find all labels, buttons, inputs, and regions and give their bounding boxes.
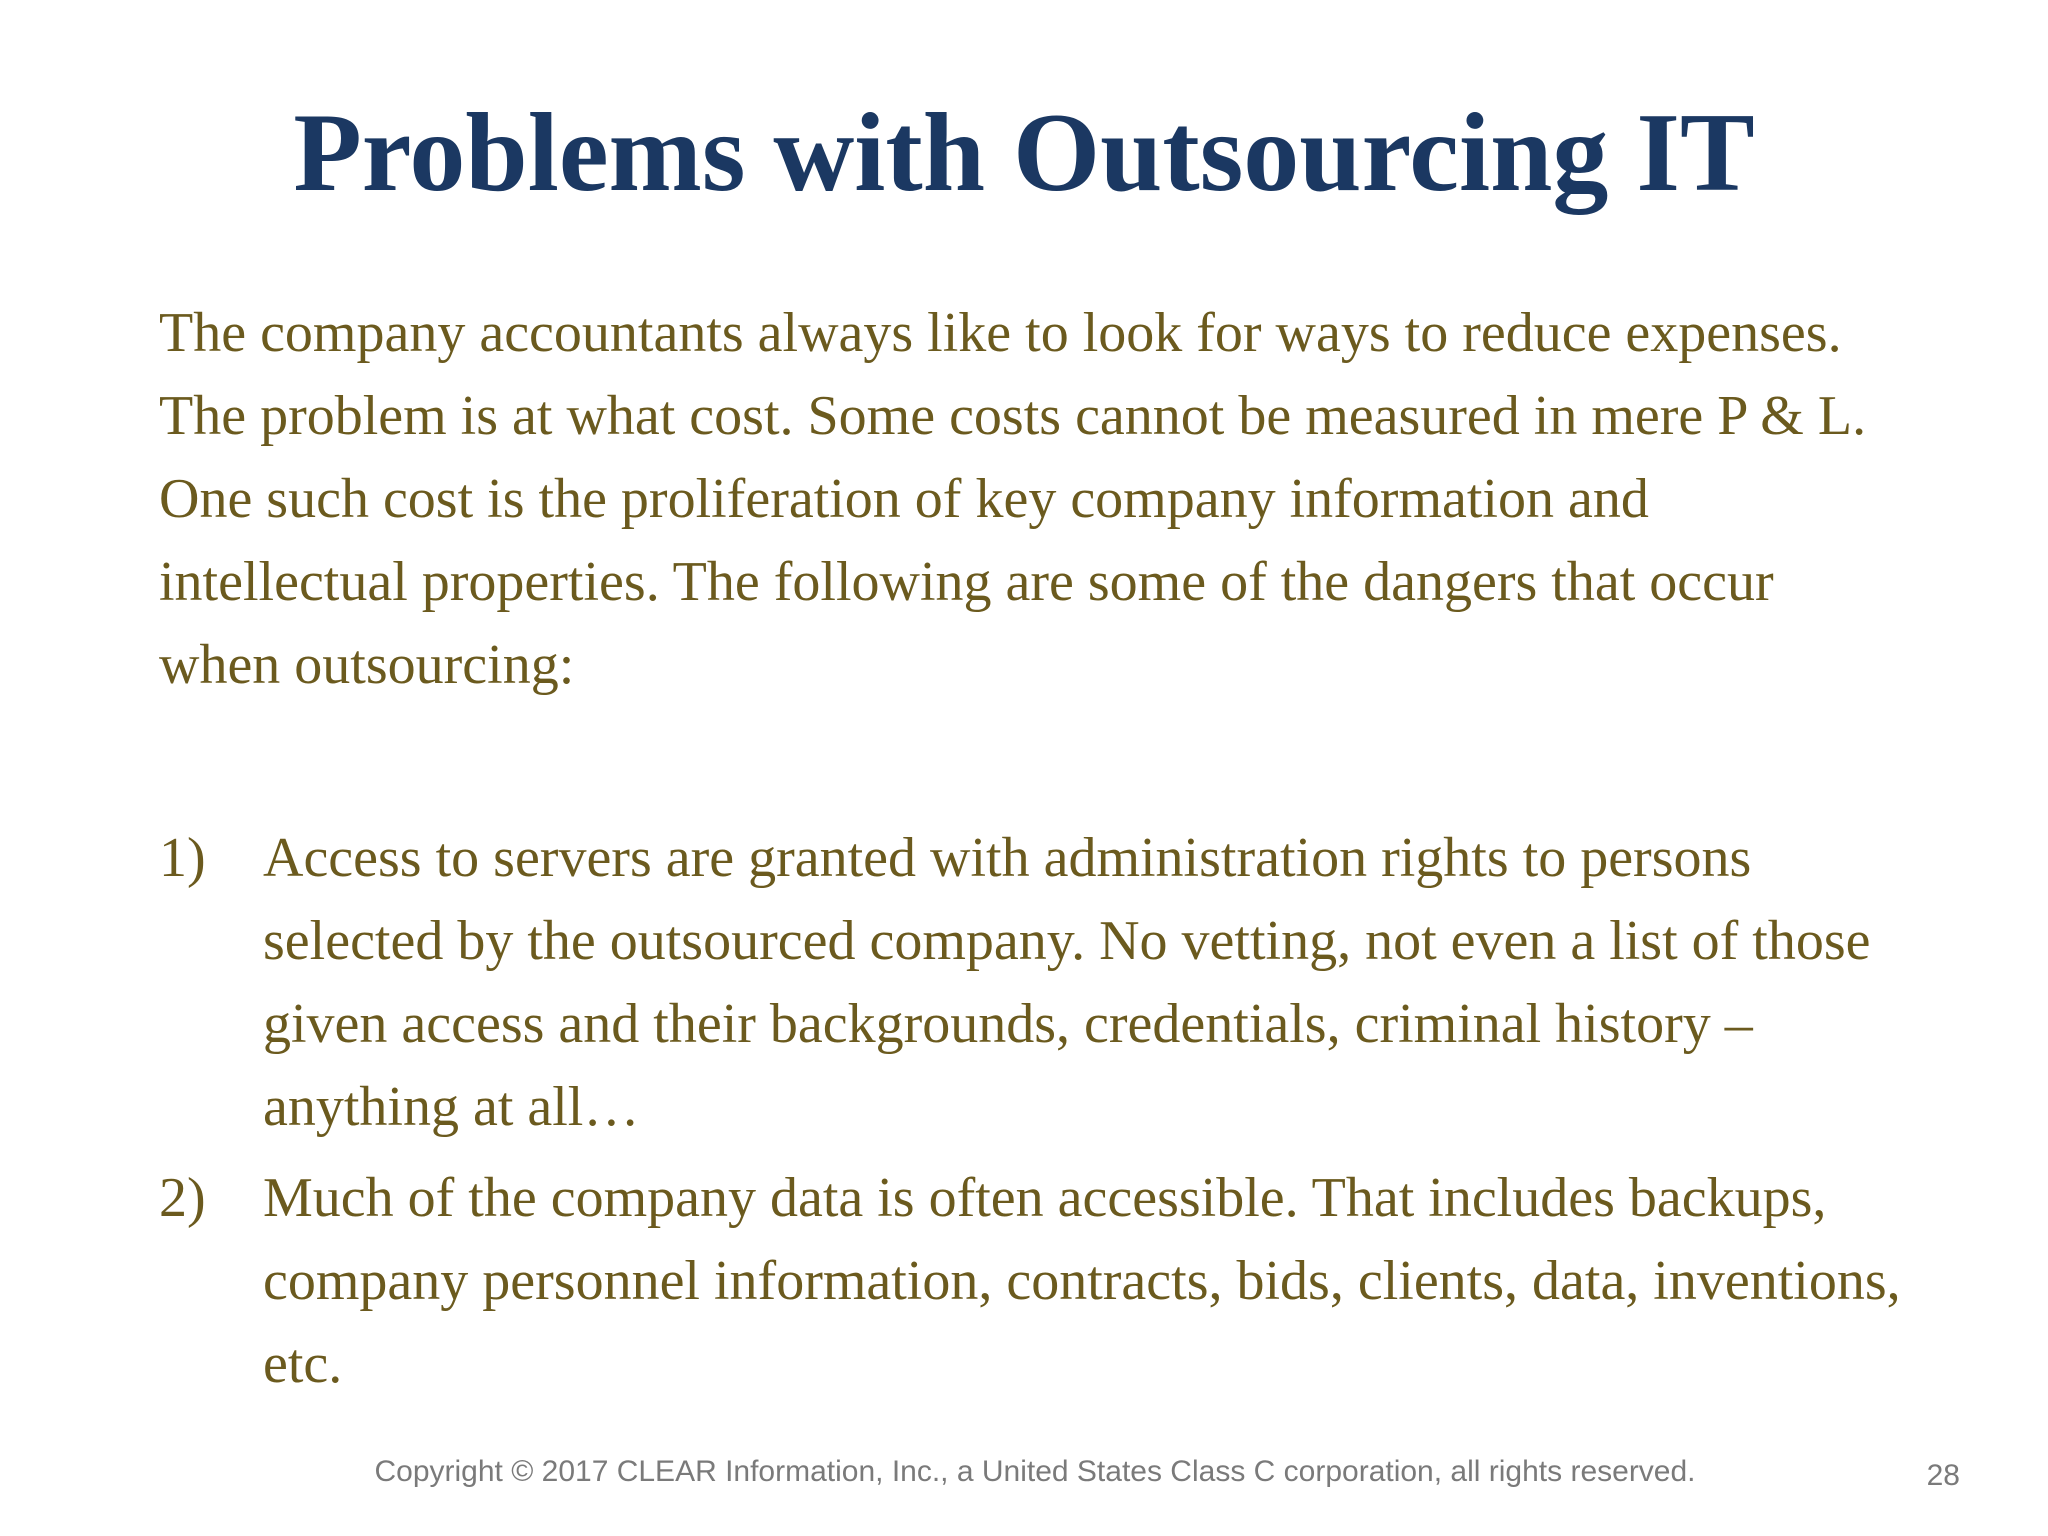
list-item xyxy=(159,1157,2039,1406)
list-item-number: 1) xyxy=(159,827,206,889)
list-item-text: Access to servers are granted with administration rights to persons selected by the outsourced company. No vetting, not even a list of those given access and their backgrounds, credentials, criminal history – anything at all… xyxy=(263,827,1871,1138)
list-item xyxy=(159,817,2039,1149)
slide-title: Problems with Outsourcing IT xyxy=(293,91,1755,215)
dangers-list xyxy=(159,817,2039,1406)
page-number: 28 xyxy=(1926,1459,1960,1492)
list-item-number: 2) xyxy=(159,1167,206,1229)
copyright-footer: Copyright © 2017 CLEAR Information, Inc., a United States Class C corporation, all rights reserved. xyxy=(374,1455,1696,1488)
intro-paragraph: The company accountants always like to look for ways to reduce expenses. The problem is at what cost. Some costs cannot be measured in mere P & L. One such cost is the proliferation of key company information and intellectual properties. The following are some of the dangers that occur when outsourcing: xyxy=(159,302,1867,696)
list-item-text: Much of the company data is often accessible. That includes backups, company personnel information, contracts, bids, clients, data, inventions, etc. xyxy=(263,1167,1901,1395)
